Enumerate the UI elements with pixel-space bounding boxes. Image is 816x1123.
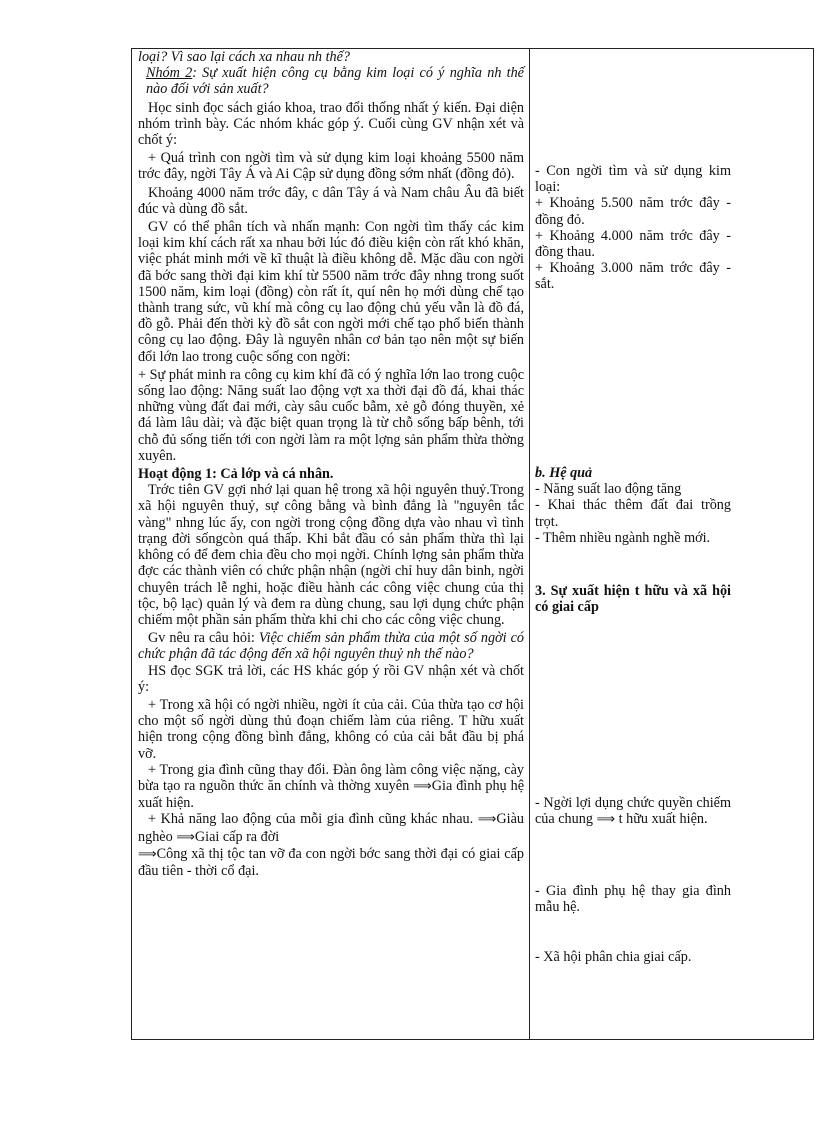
paragraph-11	[138, 811, 524, 845]
column-divider	[529, 49, 530, 1039]
arrow-icon: ⟹	[477, 812, 497, 828]
paragraph-7	[138, 630, 524, 662]
private-property-lead: - Ngời lợi dụng chức quyền chiếm của chung	[535, 795, 731, 828]
section-3-heading: 3. Sự xuất hiện t hữu và xã hội có giai cấp	[535, 583, 731, 616]
patriarchy-summary	[535, 883, 731, 915]
paragraph-10	[138, 762, 524, 812]
paragraph-1: Học sinh đọc sách giáo khoa, trao đổi thống nhất ý kiến. Đại diện nhóm trình bày. Các nhóm khác góp ý. Cuối cùng GV nhận xét và chốt ý:	[138, 99, 524, 149]
section-3-block	[535, 583, 731, 615]
metal-use-intro: - Con ngời tìm và sử dụng kim loại:	[535, 163, 731, 196]
paragraph-12	[138, 846, 524, 879]
lesson-table	[131, 48, 814, 1040]
activity-1-heading: Hoạt động 1: Cả lớp và cá nhân.	[138, 466, 334, 483]
consequence-2: - Khai thác thêm đất đai trồng trọt.	[535, 497, 731, 530]
consequence-1: - Năng suất lao động tăng	[535, 481, 682, 498]
paragraph-10-text: + Trong gia đình cũng thay đổi. Đàn ông làm công việc nặng, cày bừa tạo ra nguồn thức ăn chính và thờng xuyên	[138, 761, 524, 794]
metal-use-summary	[535, 163, 731, 293]
paragraph-2: + Quá trình con ngời tìm và sử dụng kim loại khoảng 5500 năm trớc đây, ngời Tây Á và Ai Cập sử dụng đồng sớm nhất (đồng đỏ).	[138, 150, 524, 183]
bronze-era: + Khoảng 4.000 năm trớc đây - đồng thau.	[535, 227, 731, 261]
class-division-text: - Xã hội phân chia giai cấp.	[535, 949, 692, 965]
paragraph-4: GV có thể phân tích và nhấn mạnh: Con ngời tìm thấy các kim loại kim khí cách rất xa nhau bởi lúc đó điều kiện còn rất khó khăn, việc phát minh mới về kĩ thuật là điều không dễ. Mặc dầu con ngời đã bớc sang thời đại kim khí từ 5500 năm trớc đây nhng trong suốt 1500 năm, kim loại (đồng) còn rất ít, quí nên họ mới dùng chế tạo thành trang sức, vũ khí mà công cụ lao động chủ yếu vẫn là đồ đá, đồ gỗ. Phải đến thời kỳ đồ sắt con ngời mới chế tạo phổ biến thành công cụ lao động. Đây là nguyên nhân cơ bản tạo nên một sự biến đổi lớn lao trong cuộc sống con ngời:	[138, 219, 524, 365]
private-property-tail: t hữu xuất hiện.	[618, 811, 708, 828]
private-property-text	[535, 795, 731, 828]
arrow-icon: ⟹	[138, 846, 157, 862]
paragraph-10-tail: Gia đình phụ hệ xuất hiện.	[138, 777, 524, 812]
paragraph-12-text: Công xã thị tộc tan vỡ đa con ngời bớc sang thời đại có giai cấp đầu tiên - thời cổ đại.	[138, 845, 524, 879]
paragraph-5: + Sự phát minh ra công cụ kim khí đã có ý nghĩa lớn lao trong cuộc sống lao động: Năng suất lao động vợt xa thời đại đồ đá, khai thác những vùng đất đai mới, cày sâu cuốc bẫm, xẻ gỗ đóng thuyền, xẻ đá làm lâu dài; và đặc biệt quan trọng là từ chỗ sống bấp bênh, tới chỗ đủ sống tiến tới con ngời làm ra một lợng sản phẩm thừa thờng xuyên.	[138, 366, 524, 464]
left-column	[138, 49, 524, 879]
teacher-question: Việc chiếm sản phẩm thừa của một số ngời có chức phận đã tác động đến xã hội nguyên thuỷ nh thế nào?	[138, 630, 524, 663]
patriarchy-text: - Gia đình phụ hệ thay gia đình mẫu hệ.	[535, 883, 731, 916]
paragraph-9: + Trong xã hội có ngời nhiều, ngời ít của cải. Của thừa tạo cơ hội cho một số ngời dùng thủ đoạn chiếm làm của riêng. T hữu xuất hiện trong cộng đồng bình đẳng, không có của cải bắt đầu bị phá vỡ.	[138, 696, 524, 762]
iron-era: + Khoảng 3.000 năm trớc đây - sắt.	[535, 260, 731, 293]
consequence-3: - Thêm nhiều ngành nghề mới.	[535, 529, 711, 546]
group2-question-text: : Sự xuất hiện công cụ bằng kim loại có ý nghĩa nh thế nào đối với sản xuất?	[146, 65, 524, 98]
arrow-icon: ⟹	[413, 778, 432, 794]
consequence-summary	[535, 465, 731, 546]
paragraph-6: Trớc tiên GV gợi nhớ lại quan hệ trong xã hội nguyên thuỷ.Trong xã hội nguyên thuỷ, sự công bằng và bình đẳng là "nguyên tắc vàng" nhng lúc ấy, con ngời trong cộng đồng dựa vào nhau vì tình trạng đời sốngcòn quá thấp. Khi bắt đầu có sản phẩm thừa thì lại không có để đem chia đều cho mọi ngời. Chính lợng sản phẩm thừa đợc các thành viên có chức phận nhận (ngời chỉ huy dân binh, ngời chuyên trách lễ nghi, hoặc điều hành các công việc chung của thị tộc, bộ lạc) quản lý và đem ra dùng chung, sau lợi dụng chức phận chiếm một phần sản phẩm thừa khi chi cho các công việc chung.	[138, 482, 524, 628]
question-end: loại? Vì sao lại cách xa nhau nh thế?	[138, 49, 350, 65]
rich-poor-text: Giàu nghèo	[138, 811, 524, 845]
copper-era: + Khoảng 5.500 năm trớc đây - đồng đỏ.	[535, 195, 731, 228]
class-formation-text: Giai cấp ra đời	[194, 828, 280, 845]
private-property-summary	[535, 795, 731, 828]
arrow-icon: ⟹	[176, 829, 195, 845]
group2-label: Nhóm 2	[146, 65, 193, 82]
class-division-summary	[535, 949, 731, 965]
paragraph-3: Khoảng 4000 năm trớc đây, c dân Tây á và Nam châu Âu đã biết đúc và dùng đồ sắt.	[138, 184, 524, 217]
paragraph-8: HS đọc SGK trả lời, các HS khác góp ý rồi GV nhận xét và chốt ý:	[138, 662, 524, 695]
paragraph-11-text: + Khả năng lao động của mỗi gia đình cũng khác nhau.	[148, 811, 474, 828]
teacher-question-lead: Gv nêu ra câu hỏi:	[148, 630, 259, 647]
group2-question	[138, 65, 524, 97]
arrow-icon: ⟹	[596, 812, 616, 828]
consequence-title: b. Hệ quả	[535, 465, 593, 481]
